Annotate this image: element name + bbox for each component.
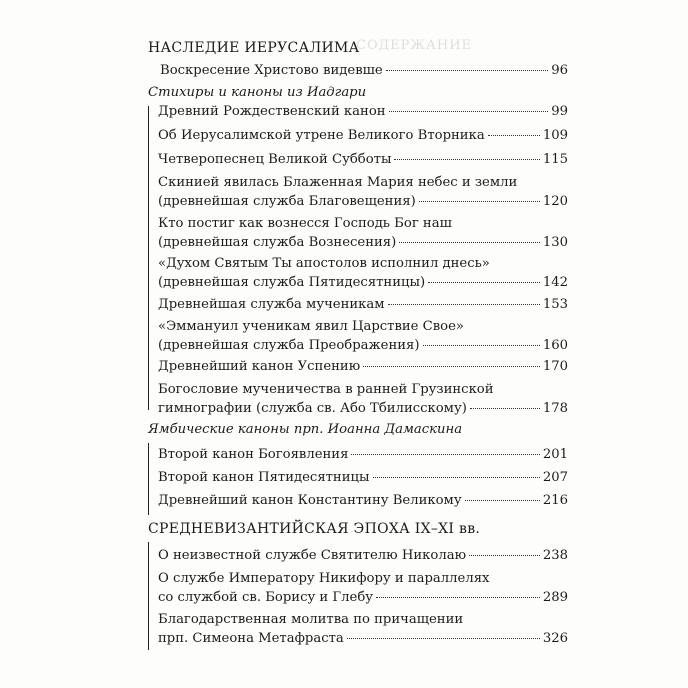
- toc-entry-title-cont: (древнейшая служба Вознесения): [158, 235, 397, 250]
- toc-entry-title-cont: (древнейшая служба Преображения): [158, 338, 420, 353]
- toc-entry[interactable]: [158, 102, 568, 121]
- section-rule: [148, 542, 149, 650]
- toc-entry-page: 130: [542, 235, 568, 250]
- subsection-rule: [148, 106, 149, 410]
- subsection-rule: [148, 443, 149, 515]
- toc-entry[interactable]: [158, 173, 568, 211]
- toc-entry[interactable]: [158, 317, 568, 355]
- toc-entry-page: 238: [542, 548, 568, 563]
- leader-dots: [373, 477, 540, 478]
- toc-entry-title: О неизвестной службе Святителю Николаю: [158, 548, 467, 563]
- toc-entry-title-cont: со службой св. Борису и Глебу: [158, 590, 374, 605]
- leader-dots: [376, 597, 540, 598]
- toc-entry-page: 153: [542, 297, 568, 312]
- leader-dots: [488, 135, 540, 136]
- leader-dots: [470, 408, 540, 409]
- leader-dots: [428, 282, 540, 283]
- section-title: СРЕДНЕВИЗАНТИЙСКАЯ ЭПОХА IX–XI вв.: [148, 521, 481, 537]
- toc-entry[interactable]: [158, 546, 568, 565]
- toc-entry-page: 115: [542, 152, 568, 167]
- toc-entry[interactable]: [158, 295, 568, 314]
- toc-entry-title: Древнейший канон Константину Великому: [158, 493, 462, 508]
- toc-entry-page: 96: [551, 63, 568, 78]
- toc-entry-title: О службе Императору Никифору и параллелях: [158, 571, 490, 586]
- toc-entry-page: 120: [542, 194, 568, 209]
- toc-entry[interactable]: [158, 610, 568, 648]
- leader-dots: [388, 304, 540, 305]
- leader-dots: [465, 500, 540, 501]
- toc-entry-page: 207: [542, 470, 568, 485]
- toc-entry-title-cont: (древнейшая служба Благовещения): [158, 194, 416, 209]
- leader-dots: [347, 638, 540, 639]
- leader-dots: [363, 366, 540, 367]
- leader-dots: [386, 70, 549, 71]
- leader-dots: [389, 111, 549, 112]
- toc-entry[interactable]: [158, 569, 568, 607]
- toc-entry-title: Об Иерусалимской утрене Великого Вторника: [158, 128, 485, 143]
- toc-entry[interactable]: [158, 150, 568, 169]
- toc-entry-title-cont: гимнографии (служба св. Або Тбилисскому): [158, 401, 467, 416]
- toc-entry-page: 178: [542, 401, 568, 416]
- toc-entry[interactable]: [160, 61, 568, 80]
- toc-entry-title-cont: (древнейшая служба Пятидесятницы): [158, 275, 426, 290]
- toc-entry-title: Древний Рождественский канон: [158, 104, 386, 119]
- toc-entry-page: 99: [551, 104, 568, 119]
- subsection-heading: Ямбические каноны прп. Иоанна Дамаскина: [148, 422, 463, 437]
- toc-entry-page: 170: [542, 359, 568, 374]
- toc-entry-title: Кто постиг как вознесся Господь Бог наш: [158, 216, 452, 231]
- leader-dots: [423, 345, 540, 346]
- toc-entry[interactable]: [158, 214, 568, 252]
- toc-entry-title: Четверопеснец Великой Субботы: [158, 152, 392, 167]
- toc-entry-page: 216: [542, 493, 568, 508]
- leader-dots: [419, 201, 540, 202]
- toc-entry-page: 289: [542, 590, 568, 605]
- toc-entry-title: «Духом Святым Ты апостолов исполнил днесь»: [158, 256, 490, 271]
- toc-entry[interactable]: [158, 126, 568, 145]
- toc-entry-title: Второй канон Пятидесятницы: [158, 470, 370, 485]
- toc-entry-title: Богословие мученичества в ранней Грузинской: [158, 382, 494, 397]
- toc-entry-page: 142: [542, 275, 568, 290]
- leader-dots: [469, 555, 540, 556]
- toc-entry-title: Воскресение Христово видевше: [160, 63, 383, 78]
- toc-entry[interactable]: [158, 254, 568, 292]
- toc-entry-title: «Эммануил ученикам явил Царствие Свое»: [158, 319, 464, 334]
- toc-entry-page: 201: [542, 447, 568, 462]
- show-through-heading: СОДЕРЖАНИЕ: [356, 38, 473, 53]
- toc-entry-title-cont: прп. Симеона Метафраста: [158, 631, 344, 646]
- toc-entry-title: Второй канон Богоявления: [158, 447, 349, 462]
- leader-dots: [399, 242, 540, 243]
- toc-entry[interactable]: [158, 357, 568, 376]
- toc-entry-title: Благодарственная молитва по причащении: [158, 612, 464, 627]
- toc-entry-page: 109: [542, 128, 568, 143]
- leader-dots: [351, 454, 539, 455]
- toc-entry-page: 326: [542, 631, 568, 646]
- leader-dots: [394, 159, 539, 160]
- toc-entry[interactable]: [158, 491, 568, 510]
- toc-entry-page: 160: [542, 338, 568, 353]
- toc-entry-title: Древнейшая служба мученикам: [158, 297, 385, 312]
- toc-entry[interactable]: [158, 380, 568, 418]
- toc-entry[interactable]: [158, 468, 568, 487]
- section-title: НАСЛЕДИЕ ИЕРУСАЛИМА: [148, 40, 360, 56]
- toc-entry-title: Древнейший канон Успению: [158, 359, 361, 374]
- subsection-heading: Стихиры и каноны из Иадгари: [148, 85, 367, 100]
- toc-entry[interactable]: [158, 445, 568, 464]
- toc-entry-title: Скинией явилась Блаженная Мария небес и земли: [158, 175, 518, 190]
